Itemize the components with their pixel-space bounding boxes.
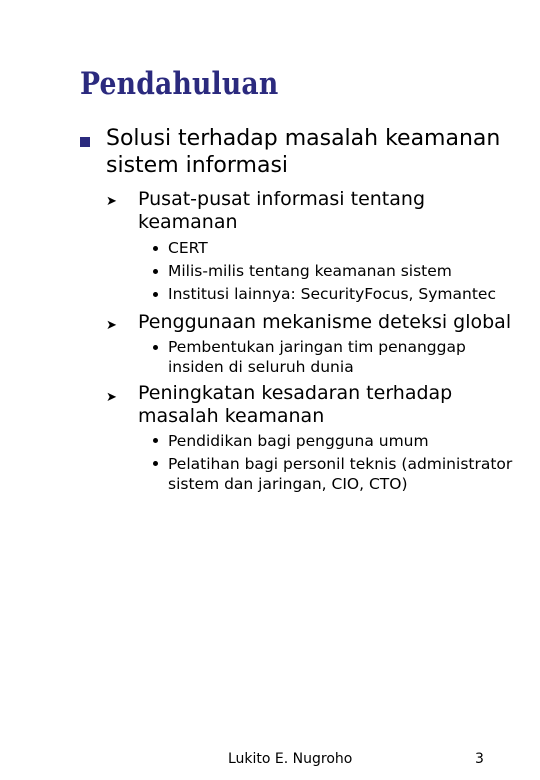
square-bullet-icon: [80, 137, 90, 147]
bullet-level2: Peningkatan kesadaran terhadap masalah keamanan: [138, 382, 453, 427]
bullet-level3: Institusi lainnya: SecurityFocus, Symantec: [168, 285, 496, 303]
bullet-level3: Milis-milis tentang keamanan sistem: [168, 262, 452, 280]
dot-bullet-icon: [153, 461, 158, 466]
dot-bullet-icon: [153, 292, 158, 297]
bullet-level1: Solusi terhadap masalah keamanan sistem informasi: [106, 126, 501, 178]
dot-bullet-icon: [153, 246, 158, 251]
page-number: 3: [475, 751, 484, 767]
dot-bullet-icon: [153, 269, 158, 274]
footer-author: Lukito E. Nugroho: [228, 751, 353, 767]
arrow-bullet-icon: ➤: [106, 318, 117, 333]
arrow-bullet-icon: ➤: [106, 194, 117, 209]
arrow-bullet-icon: ➤: [106, 390, 117, 405]
bullet-level3: Pelatihan bagi personil teknis (administrator sistem dan jaringan, CIO, CTO): [168, 455, 513, 493]
dot-bullet-icon: [153, 438, 158, 443]
dot-bullet-icon: [153, 345, 158, 350]
slide-title: Pendahuluan: [80, 66, 279, 102]
bullet-level3: Pendidikan bagi pengguna umum: [168, 432, 429, 450]
bullet-level2: Pusat-pusat informasi tentang keamanan: [138, 188, 426, 233]
bullet-level3: Pembentukan jaringan tim penanggap insiden di seluruh dunia: [168, 338, 466, 376]
bullet-level3: CERT: [168, 239, 208, 257]
bullet-level2: Penggunaan mekanisme deteksi global: [138, 311, 512, 333]
